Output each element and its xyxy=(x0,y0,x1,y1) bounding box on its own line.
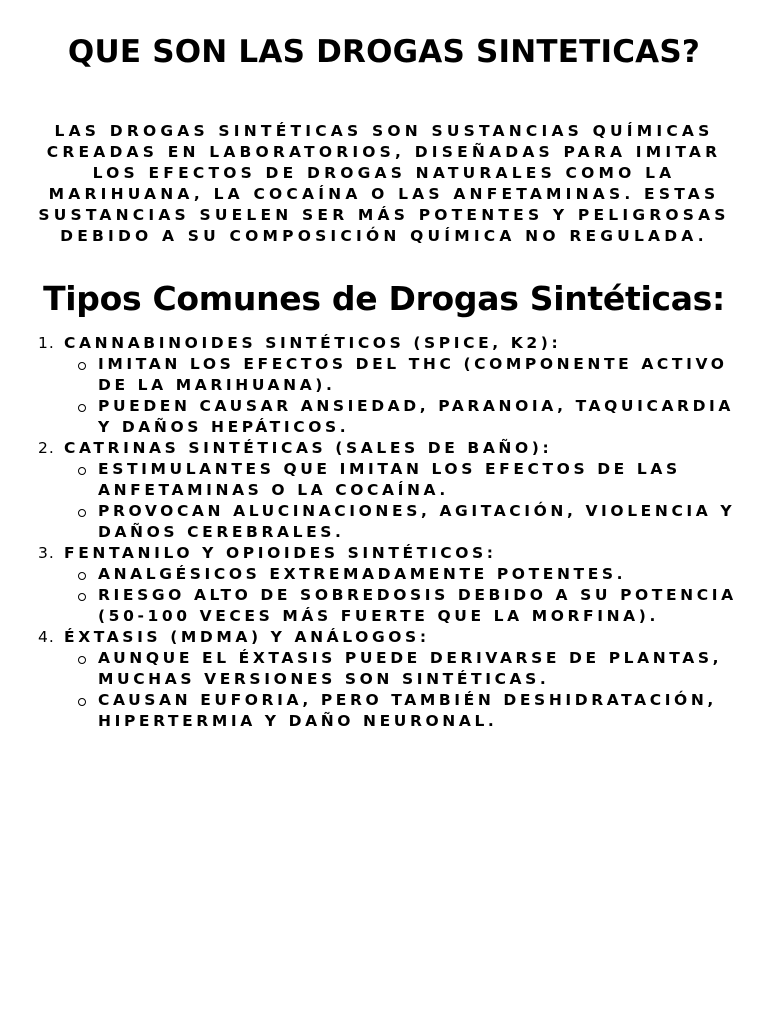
circle-bullet-icon xyxy=(78,656,86,664)
circle-bullet-icon xyxy=(78,362,86,370)
circle-bullet-icon xyxy=(78,509,86,517)
circle-bullet-icon xyxy=(78,698,86,706)
detail-text: PROVOCAN ALUCINACIONES, AGITACIÓN, VIOLENCIA Y DAÑOS CEREBRALES. xyxy=(98,502,736,541)
drug-type-title: FENTANILO Y OPIOIDES SINTÉTICOS: xyxy=(64,544,497,562)
circle-bullet-icon xyxy=(78,572,86,580)
drug-types-list xyxy=(34,333,744,732)
circle-bullet-icon xyxy=(78,404,86,412)
item-number: 1. xyxy=(38,334,55,352)
drug-type-item xyxy=(34,438,744,543)
detail-item xyxy=(64,564,744,585)
item-number: 2. xyxy=(38,439,55,457)
detail-text: IMITAN LOS EFECTOS DEL THC (COMPONENTE ACTIVO DE LA MARIHUANA). xyxy=(98,355,728,394)
detail-text: CAUSAN EUFORIA, PERO TAMBIÉN DESHIDRATACIÓN, HIPERTERMIA Y DAÑO NEURONAL. xyxy=(98,691,717,730)
drug-type-title: CATRINAS SINTÉTICAS (SALES DE BAÑO): xyxy=(64,439,553,457)
detail-text: RIESGO ALTO DE SOBREDOSIS DEBIDO A SU POTENCIA (50-100 VECES MÁS FUERTE QUE LA MORFINA). xyxy=(98,586,737,625)
detail-item xyxy=(64,690,744,732)
detail-text: AUNQUE EL ÉXTASIS PUEDE DERIVARSE DE PLANTAS, MUCHAS VERSIONES SON SINTÉTICAS. xyxy=(98,649,723,688)
section-title: Tipos Comunes de Drogas Sintéticas: xyxy=(43,279,725,318)
detail-list xyxy=(64,354,744,438)
detail-text: PUEDEN CAUSAR ANSIEDAD, PARANOIA, TAQUICARDIA Y DAÑOS HEPÁTICOS. xyxy=(98,397,735,436)
item-number: 4. xyxy=(38,628,55,646)
detail-item xyxy=(64,501,744,543)
detail-list xyxy=(64,564,744,627)
drug-type-title: CANNABINOIDES SINTÉTICOS (SPICE, K2): xyxy=(64,334,562,352)
item-number: 3. xyxy=(38,544,55,562)
circle-bullet-icon xyxy=(78,467,86,475)
detail-list xyxy=(64,459,744,543)
detail-item xyxy=(64,459,744,501)
detail-item xyxy=(64,648,744,690)
drug-type-item xyxy=(34,333,744,438)
detail-item xyxy=(64,354,744,396)
detail-item xyxy=(64,585,744,627)
detail-list xyxy=(64,648,744,732)
page-title: QUE SON LAS DROGAS SINTETICAS? xyxy=(67,34,701,70)
detail-item xyxy=(64,396,744,438)
intro-paragraph: LAS DROGAS SINTÉTICAS SON SUSTANCIAS QUÍMICAS CREADAS EN LABORATORIOS, DISEÑADAS PARA IMITAR LOS EFECTOS DE DROGAS NATURALES COMO LA MARIHUANA, LA COCAÍNA O LAS ANFETAMINAS. ESTAS SUSTANCIAS SUELEN SER MÁS POTENTES Y PELIGROSAS DEBIDO A SU COMPOSICIÓN QUÍMICA NO REGULADA. xyxy=(38,122,730,245)
detail-text: ESTIMULANTES QUE IMITAN LOS EFECTOS DE LAS ANFETAMINAS O LA COCAÍNA. xyxy=(98,460,681,499)
drug-type-title: ÉXTASIS (MDMA) Y ANÁLOGOS: xyxy=(64,628,430,646)
drug-type-item xyxy=(34,543,744,627)
drug-type-item xyxy=(34,627,744,732)
detail-text: ANALGÉSICOS EXTREMADAMENTE POTENTES. xyxy=(98,565,627,583)
circle-bullet-icon xyxy=(78,593,86,601)
